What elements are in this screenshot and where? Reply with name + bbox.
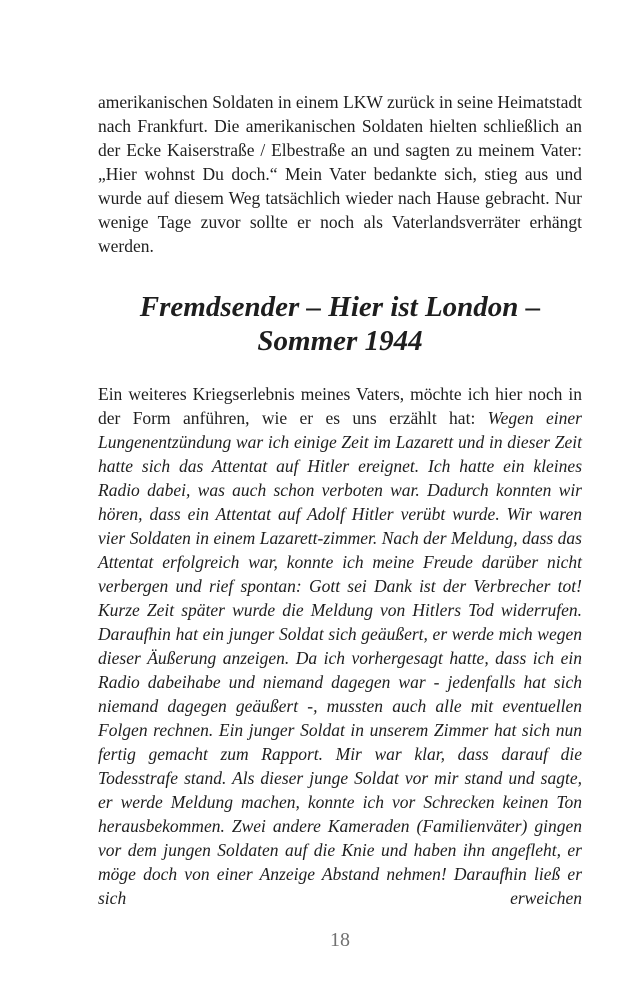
narrative-intro-text: Ein weiteres Kriegserlebnis meines Vaters, möchte ich hier noch in der Form anführen, wie er es uns erzählt hat: <box>98 384 582 428</box>
chapter-heading-line-2: Sommer 1944 <box>257 325 423 357</box>
chapter-heading <box>98 290 582 358</box>
page-number: 18 <box>330 929 350 951</box>
chapter-heading-line-1: Fremdsender – Hier ist London – <box>139 291 541 323</box>
father-account-italic-text: Wegen einer Lungenentzündung war ich einige Zeit im Lazarett und in dieser Zeit hatte sich das Attentat auf Hitler ereignet. Ich hatte ein kleines Radio dabei, was auch schon verboten war. Dadurch konnten wir hören, dass ein Attentat auf Adolf Hitler verübt wurde. Wir waren vier Soldaten in einem Lazarett-zimmer. Nach der Meldung, dass das Attentat erfolgreich war, konnte ich meine Freude darüber nicht verbergen und rief spontan: Gott sei Dank ist der Verbrecher tot! Kurze Zeit später wurde die Meldung von Hitlers Tod widerrufen. Daraufhin hat ein junger Soldat sich geäußert, er werde mich wegen dieser Äußerung anzeigen. Da ich vorhergesagt hatte, dass ich ein Radio dabeihabe und niemand dagegen war - jedenfalls hat sich niemand dagegen geäußert -, mussten auch alle mit eventuellen Folgen rechnen. Ein junger Soldat in unserem Zimmer hat sich nun fertig gemacht zum Rapport. Mir war klar, dass darauf die Todesstrafe stand. Als dieser junge Soldat vor mir stand und sagte, er werde Meldung machen, konnte ich vor Schrecken keinen Ton herausbekommen. Zwei andere Kameraden (Familienväter) gingen vor dem jungen Soldaten auf die Knie und haben ihn angefleht, er möge doch von einer Anzeige Abstand nehmen! Daraufhin ließ er sich erweichen <box>98 408 582 908</box>
paragraph-previous-continuation: amerikanischen Soldaten in einem LKW zurück in seine Heimatstadt nach Frankfurt. Die amerikanischen Soldaten hielten schließlich an der Ecke Kaiserstraße / Elbestraße an und sagten zu meinem Vater: „Hier wohnst Du doch.“ Mein Vater bedankte sich, stieg aus und wurde auf diesem Weg tatsächlich wieder nach Hause gebracht. Nur wenige Tage zuvor sollte er noch als Vaterlandsverräter erhängt werden. <box>98 92 582 256</box>
chapter-body-paragraph <box>98 382 582 910</box>
